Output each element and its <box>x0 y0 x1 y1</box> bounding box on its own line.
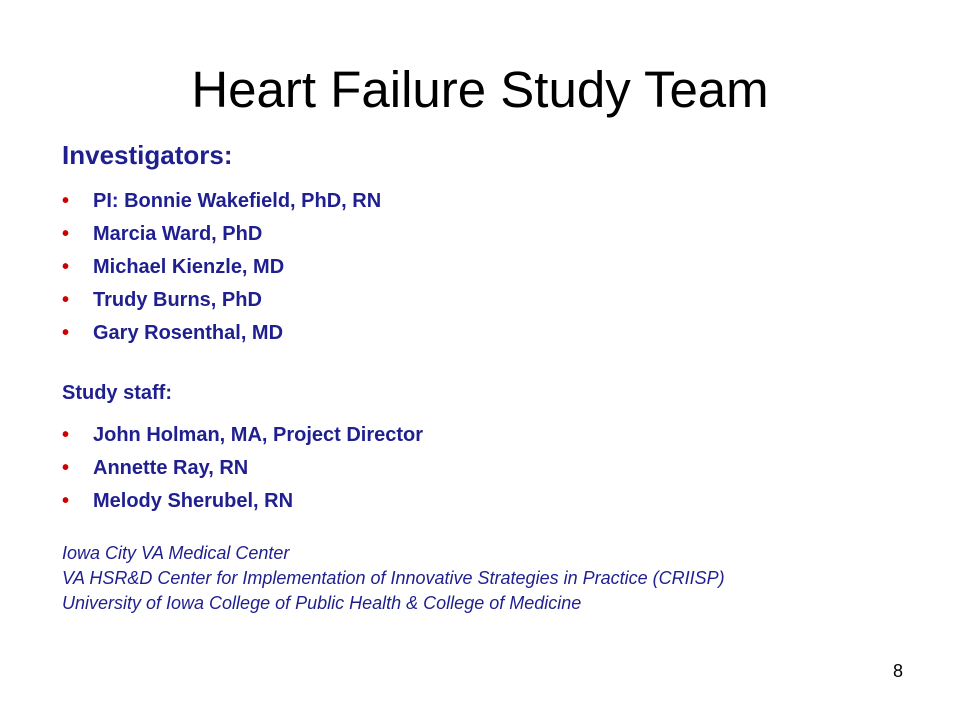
investigator-name: Marcia Ward, PhD <box>93 223 263 245</box>
list-item <box>62 252 381 285</box>
list-item <box>62 420 423 453</box>
list-item <box>62 486 423 519</box>
slide-title: Heart Failure Study Team <box>191 61 769 118</box>
affiliation-line: VA HSR&D Center for Implementation of Innovative Strategies in Practice (CRIISP) <box>62 568 725 588</box>
bullet-icon: • <box>62 457 70 479</box>
staff-heading: Study staff: <box>62 382 172 404</box>
staff-list <box>62 420 423 519</box>
investigator-name: Trudy Burns, PhD <box>93 289 262 311</box>
list-item <box>62 453 423 486</box>
staff-name: Melody Sherubel, RN <box>93 490 294 512</box>
investigator-name: Gary Rosenthal, MD <box>93 322 284 344</box>
affiliation-line: Iowa City VA Medical Center <box>62 543 290 563</box>
affiliation-line: University of Iowa College of Public Health & College of Medicine <box>62 593 582 613</box>
page-number: 8 <box>892 661 903 681</box>
list-item <box>62 285 381 318</box>
list-item <box>62 186 381 219</box>
investigator-name: PI: Bonnie Wakefield, PhD, RN <box>93 190 382 212</box>
affiliations <box>62 543 882 618</box>
investigators-list <box>62 186 381 351</box>
staff-name: Annette Ray, RN <box>93 457 249 479</box>
bullet-icon: • <box>62 322 70 344</box>
investigator-name: Michael Kienzle, MD <box>93 256 285 278</box>
bullet-icon: • <box>62 223 70 245</box>
list-item <box>62 219 381 252</box>
staff-name: John Holman, MA, Project Director <box>93 424 424 446</box>
bullet-icon: • <box>62 424 70 446</box>
investigators-heading: Investigators: <box>62 140 233 170</box>
bullet-icon: • <box>62 190 70 212</box>
bullet-icon: • <box>62 256 70 278</box>
bullet-icon: • <box>62 289 70 311</box>
list-item <box>62 318 381 351</box>
bullet-icon: • <box>62 490 70 512</box>
